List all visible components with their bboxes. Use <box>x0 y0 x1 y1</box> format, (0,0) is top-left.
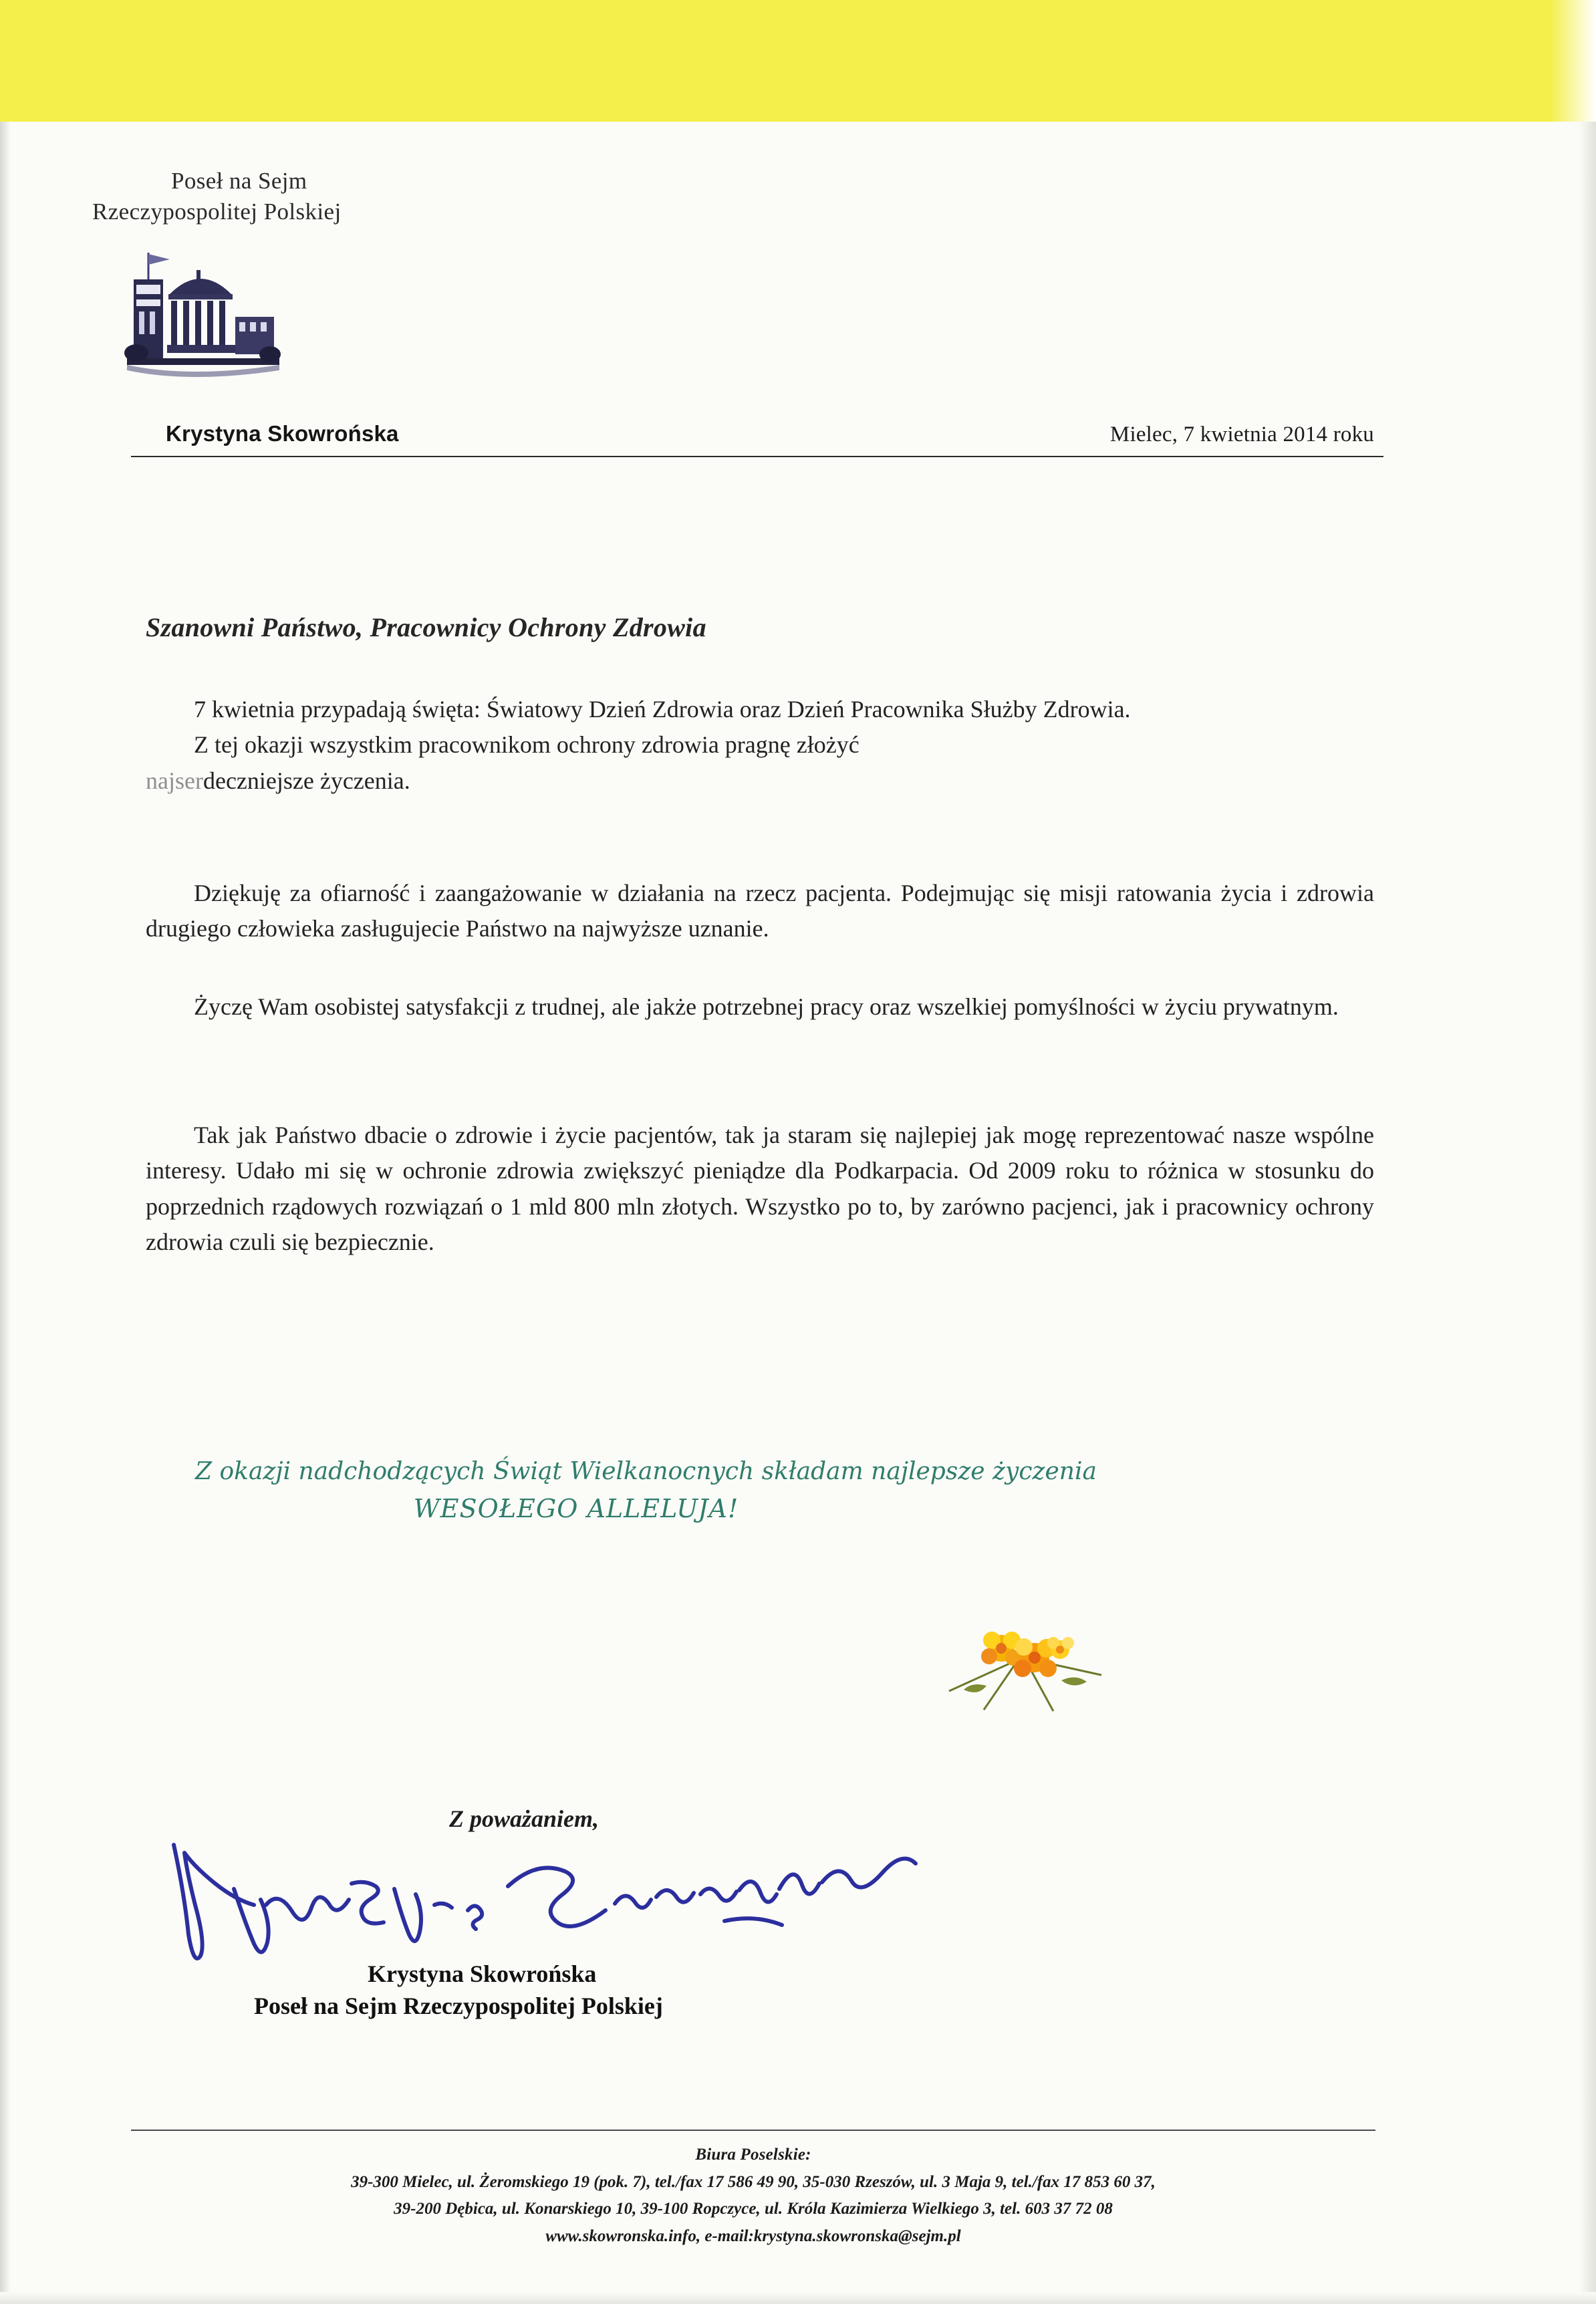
footer-divider <box>131 2130 1375 2131</box>
letterhead-name: Krystyna Skowrońska <box>166 421 399 446</box>
footer <box>131 2142 1375 2250</box>
scan-edge-left <box>0 0 11 2304</box>
scan-edge-bottom <box>0 2292 1596 2304</box>
footer-title: Biura Poselskie: <box>695 2146 811 2164</box>
paragraph-1-line-1: 7 kwietnia przypadają święta: Światowy Dzień Zdrowia oraz Dzień Pracownika Służby Zdrowia. <box>194 696 1131 723</box>
letterhead-line-2: Rzeczypospolitej Polskiej <box>92 199 342 225</box>
footer-line-2: 39-200 Dębica, ul. Konarskiego 10, 39-100 Ropczyce, ul. Króla Kazimierza Wielkiego 3, tel. 603 37 72 08 <box>394 2200 1113 2218</box>
paragraph-1-line-3 <box>146 763 1374 799</box>
paragraph-1-line-2: Z tej okazji wszystkim pracownikom ochrony zdrowia pragnę złożyć <box>194 731 859 759</box>
paragraph-2 <box>146 876 1374 947</box>
footer-line-1: 39-300 Mielec, ul. Żeromskiego 19 (pok. 7), tel./fax 17 586 49 90, 35-030 Rzeszów, ul. 3 Maja 9, tel./fax 17 853 60 37, <box>351 2172 1156 2191</box>
signature-printed-title: Poseł na Sejm Rzeczypospolitej Polskiej <box>254 1992 663 2019</box>
closing-phrase: Z poważaniem, <box>449 1805 600 1832</box>
letter-date: Mielec, 7 kwietnia 2014 roku <box>1109 422 1374 446</box>
paragraph-4-text: Tak jak Państwo dbacie o zdrowie i życie pacjentów, tak ja staram się najlepiej jak mogę reprezentować nasze wspólne interesy. Udało mi się w ochronie zdrowia zwiększyć pieniądze dla Podkarpacia. Od 2009 roku to różnica w stosunku do poprzednich rządowych rozwiązań o 1 mld 800 mln złotych. Wszystko po to, by zarówno pacjenci, jak i pracownicy ochrony zdrowia czuli się bezpiecznie. <box>146 1122 1374 1255</box>
letterhead-name-date-row <box>131 421 1374 460</box>
letterhead <box>92 166 560 227</box>
yellow-header-band <box>0 0 1596 122</box>
salutation: Szanowni Państwo, Pracownicy Ochrony Zdrowia <box>146 612 706 642</box>
letterhead-divider <box>131 456 1383 457</box>
scan-edge-right <box>1579 0 1596 2304</box>
sejm-building-emblem-icon <box>70 247 303 394</box>
letterhead-line-1: Poseł na Sejm <box>171 168 307 194</box>
band-right-fade <box>1549 0 1596 122</box>
easter-greeting <box>195 1454 1278 1528</box>
footer-line-3: www.skowronska.info, e-mail:krystyna.skowronska@sejm.pl <box>545 2226 961 2245</box>
faded-text-fragment: najser <box>146 767 203 794</box>
paragraph-3 <box>146 989 1374 1025</box>
paragraph-1-line-3-rest: deczniejsze życzenia. <box>203 767 410 794</box>
handwritten-signature <box>154 1825 989 1972</box>
paragraph-2-text: Dziękuję za ofiarność i zaangażowanie w działania na rzecz pacjenta. Podejmując się misji ratowania życia i zdrowia drugiego człowieka zasługujecie Państwo na najwyższe uznanie. <box>146 880 1374 942</box>
signature-printed-name: Krystyna Skowrońska <box>368 1960 597 1987</box>
paragraph-3-text: Życzę Wam osobistej satysfakcji z trudnej, ale jakże potrzebnej pracy oraz wszelkiej pomyślności w życiu prywatnym. <box>194 993 1339 1020</box>
easter-greeting-line-2: WESOŁEGO ALLELUJA! <box>413 1494 739 1523</box>
paragraph-1 <box>146 692 1374 799</box>
paragraph-4 <box>146 1118 1374 1260</box>
yellow-orange-flowers-graphic-icon <box>922 1611 1116 1724</box>
signature-name-block <box>254 1958 989 2022</box>
easter-greeting-line-1: Z okazji nadchodzących Świąt Wielkanocnych składam najlepsze życzenia <box>195 1458 1097 1485</box>
